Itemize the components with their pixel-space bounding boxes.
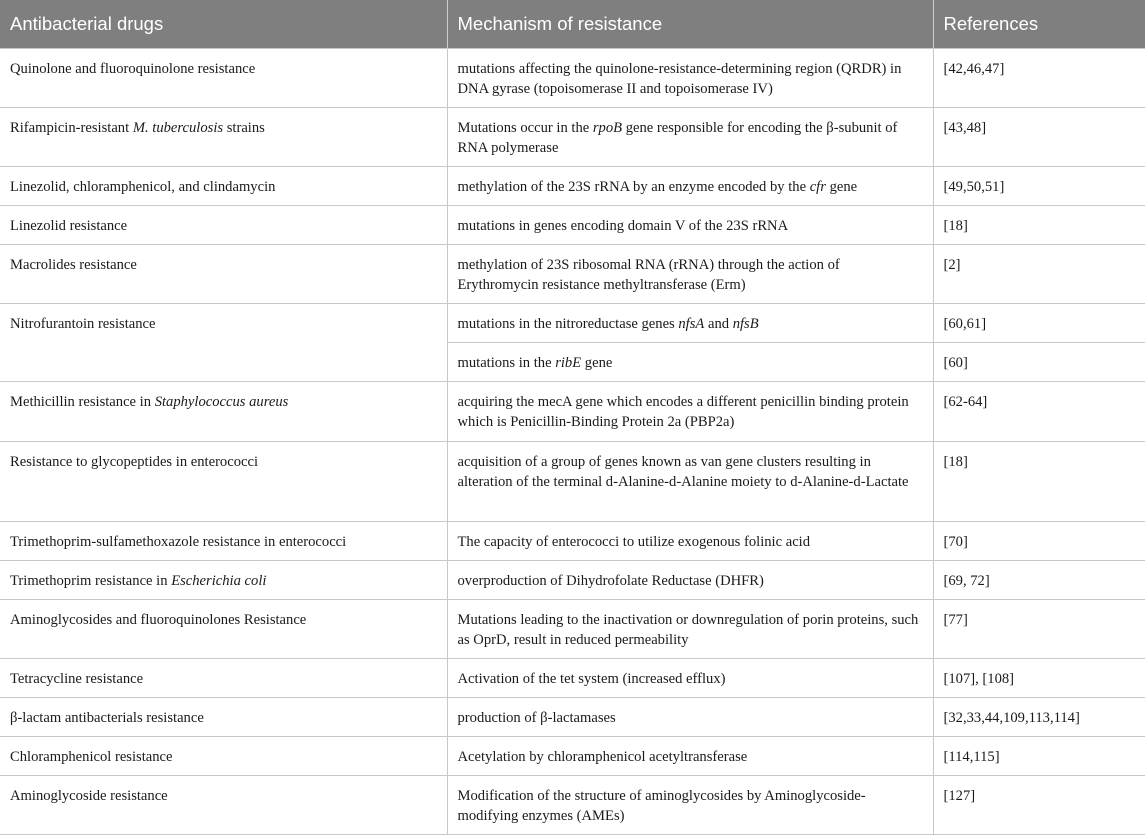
mechanism-cell: acquiring the mecA gene which encodes a different penicillin binding protein which is Penicillin-Binding Protein 2a (PBP2a) — [447, 381, 933, 441]
table-row — [0, 166, 1145, 205]
references-cell: [77] — [933, 599, 1145, 658]
references-cell: [2] — [933, 244, 1145, 303]
drug-text: strains — [223, 119, 265, 136]
table-row — [0, 244, 1145, 303]
drug-cell — [0, 560, 447, 599]
mechanism-cell: The capacity of enterococci to utilize exogenous folinic acid — [447, 521, 933, 560]
organism-name: M. tuberculosis — [132, 119, 224, 136]
drug-cell: Resistance to glycopeptides in enterococci — [0, 441, 447, 521]
mechanism-cell: Activation of the tet system (increased efflux) — [447, 658, 933, 697]
mechanism-cell — [447, 303, 933, 342]
header-mechanism: Mechanism of resistance — [447, 0, 933, 48]
drug-cell — [0, 107, 447, 166]
header-drugs: Antibacterial drugs — [0, 0, 447, 48]
references-cell: [60] — [933, 342, 1145, 381]
mechanism-cell: methylation of 23S ribosomal RNA (rRNA) through the action of Erythromycin resistance methyltransferase (Erm) — [447, 244, 933, 303]
mechanism-text: gene responsible for encoding the β-subunit of RNA polymerase — [457, 119, 898, 156]
drug-text: Rifampicin-resistant — [10, 119, 133, 136]
drug-cell — [0, 381, 447, 441]
references-cell: [70] — [933, 521, 1145, 560]
drug-cell: Nitrofurantoin resistance — [0, 303, 447, 381]
references-cell: [62-64] — [933, 381, 1145, 441]
mechanism-text: gene — [581, 354, 613, 371]
drug-cell: Tetracycline resistance — [0, 658, 447, 697]
drug-cell: Macrolides resistance — [0, 244, 447, 303]
mechanism-text: mutations in the nitroreductase genes — [457, 315, 679, 332]
mechanism-cell: mutations in genes encoding domain V of the 23S rRNA — [447, 205, 933, 244]
references-cell: [18] — [933, 441, 1145, 521]
references-cell: [69, 72] — [933, 560, 1145, 599]
gene-name: cfr — [809, 178, 826, 195]
references-cell: [42,46,47] — [933, 48, 1145, 107]
mechanism-cell — [447, 107, 933, 166]
gene-name: rpoB — [592, 119, 623, 136]
table-row — [0, 521, 1145, 560]
mechanism-cell: Acetylation by chloramphenicol acetyltransferase — [447, 736, 933, 775]
mechanism-cell: overproduction of Dihydrofolate Reductase (DHFR) — [447, 560, 933, 599]
mechanism-cell — [447, 166, 933, 205]
mechanism-cell: acquisition of a group of genes known as van gene clusters resulting in alteration of the terminal d-Alanine-d-Alanine moiety to d-Alanine-d-Lactate — [447, 441, 933, 521]
mechanism-text: mutations in the — [457, 354, 556, 371]
mechanism-cell: Mutations leading to the inactivation or downregulation of porin proteins, such as OprD, result in reduced permeability — [447, 599, 933, 658]
mechanism-text: methylation of the 23S rRNA by an enzyme encoded by the — [457, 178, 810, 195]
table-row — [0, 775, 1145, 834]
drug-cell: Aminoglycoside resistance — [0, 775, 447, 834]
gene-name: nfsA — [678, 315, 705, 332]
drug-text: Methicillin resistance in — [10, 393, 155, 410]
drug-cell: Trimethoprim-sulfamethoxazole resistance in enterococci — [0, 521, 447, 560]
table-row — [0, 599, 1145, 658]
header-row — [0, 0, 1145, 48]
references-cell: [107], [108] — [933, 658, 1145, 697]
mechanism-cell: Modification of the structure of aminoglycosides by Aminoglycoside-modifying enzymes (AMEs) — [447, 775, 933, 834]
table-row — [0, 658, 1145, 697]
drug-cell: Chloramphenicol resistance — [0, 736, 447, 775]
references-cell: [49,50,51] — [933, 166, 1145, 205]
drug-cell: Linezolid, chloramphenicol, and clindamycin — [0, 166, 447, 205]
table-body — [0, 48, 1145, 834]
mechanism-text: and — [704, 315, 733, 332]
mechanism-cell: mutations affecting the quinolone-resistance-determining region (QRDR) in DNA gyrase (topoisomerase II and topoisomerase IV) — [447, 48, 933, 107]
header-references: References — [933, 0, 1145, 48]
drug-cell: Aminoglycosides and fluoroquinolones Resistance — [0, 599, 447, 658]
drug-cell: Quinolone and fluoroquinolone resistance — [0, 48, 447, 107]
references-cell: [32,33,44,109,113,114] — [933, 697, 1145, 736]
table-row — [0, 736, 1145, 775]
table-row — [0, 697, 1145, 736]
organism-name: Staphylococcus aureus — [154, 393, 289, 410]
drug-cell: Linezolid resistance — [0, 205, 447, 244]
references-cell: [127] — [933, 775, 1145, 834]
mechanism-cell — [447, 342, 933, 381]
table-row — [0, 205, 1145, 244]
mechanism-text: gene — [825, 178, 858, 195]
table-row — [0, 560, 1145, 599]
mechanism-cell: production of β-lactamases — [447, 697, 933, 736]
drug-text: Trimethoprim resistance in — [10, 572, 172, 589]
mechanism-text: Mutations occur in the — [457, 119, 593, 136]
references-cell: [60,61] — [933, 303, 1145, 342]
references-cell: [18] — [933, 205, 1145, 244]
drug-cell: β-lactam antibacterials resistance — [0, 697, 447, 736]
references-cell: [114,115] — [933, 736, 1145, 775]
table-row — [0, 441, 1145, 521]
table-header — [0, 0, 1145, 48]
organism-name: Escherichia coli — [171, 572, 267, 589]
table-row — [0, 48, 1145, 107]
gene-name: ribE — [555, 354, 582, 371]
table-row — [0, 107, 1145, 166]
references-cell: [43,48] — [933, 107, 1145, 166]
gene-name: nfsB — [732, 315, 759, 332]
table-row — [0, 381, 1145, 441]
table-row — [0, 303, 1145, 342]
